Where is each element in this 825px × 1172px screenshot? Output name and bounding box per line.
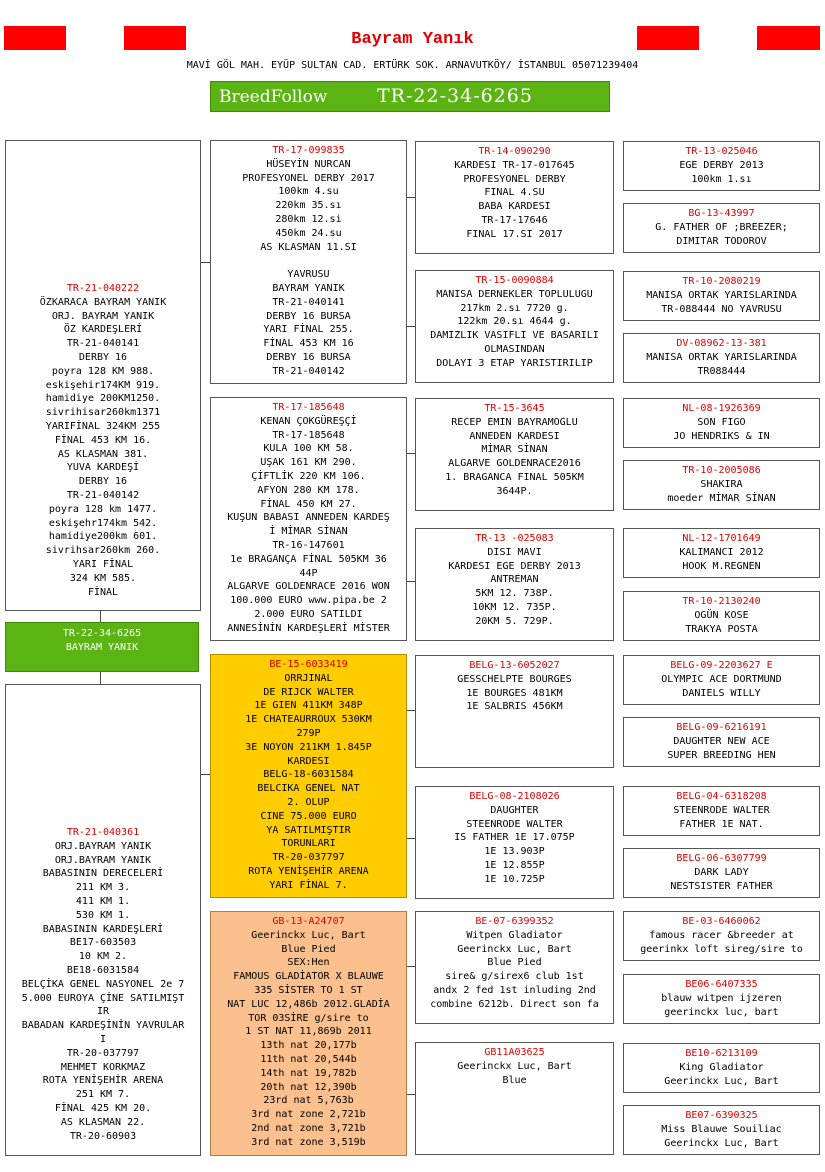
pedigree-line: 220km 35.sı xyxy=(275,200,342,212)
pedigree-line: SEX:Hen xyxy=(287,957,330,969)
dd-dam-box xyxy=(415,1042,614,1155)
pedigree-line: eskişehr174km 542. xyxy=(48,517,158,529)
pedigree-line: sire& g/sirex6 club 1st xyxy=(445,971,584,983)
g4-ring-number: BG-13-43997 xyxy=(688,208,755,219)
pedigree-line: KENAN ÇOKGÜREŞÇİ xyxy=(260,415,357,427)
ss-sire-ring-number: TR-14-090290 xyxy=(478,146,551,157)
g4-ring-number: TR-10-2130240 xyxy=(682,596,761,607)
g4-ring-number: BELG-09-6216191 xyxy=(676,722,767,733)
pedigree-line: Blue xyxy=(502,1074,527,1086)
pedigree-line: 1. BRAGANCA FINAL 505KM xyxy=(445,471,584,483)
g4-box-16 xyxy=(623,1105,820,1155)
connector-line xyxy=(406,453,415,454)
pedigree-line: sivrihsar260km 260. xyxy=(45,545,161,557)
g4-box-9 xyxy=(623,655,820,705)
pedigree-line: ÖZKARACA BAYRAM YANIK xyxy=(39,296,167,308)
pedigree-line: MEHMET KORKMAZ xyxy=(60,1061,146,1073)
pedigree-line: IS FATHER 1E 17.075P xyxy=(454,832,575,844)
pedigree-line: DAMIZLIK VASIFLI VE BASARILI xyxy=(430,330,599,342)
pedigree-line: DERBY 16 xyxy=(78,351,128,363)
pedigree-line: MİMAR SİNAN xyxy=(481,444,548,456)
pedigree-line: ROTA YENİŞEHİR ARENA xyxy=(248,865,369,877)
dd-sire-ring-number: BE-07-6399352 xyxy=(475,916,554,927)
pedigree-line: 10 KM 2. xyxy=(78,951,128,963)
pedigree-line: 44P xyxy=(299,567,318,579)
ds-dam-box xyxy=(415,786,614,899)
pedigree-line: SON FIGO xyxy=(697,416,746,428)
pedigree-line: FİNAL 450 KM 27. xyxy=(260,498,357,510)
g4-box-13 xyxy=(623,911,820,961)
pedigree-line: G. FATHER OF ;BREEZER; xyxy=(655,221,788,233)
pedigree-line: TR088444 xyxy=(697,365,746,377)
pedigree-line: geerinckx luc, bart xyxy=(664,1006,779,1018)
pedigree-line: SUPER BREEDING HEN xyxy=(667,749,776,761)
connector-line xyxy=(406,581,415,582)
subject-ring-number: TR-22-34-6265 xyxy=(62,628,142,639)
pedigree-line: FİNAL 425 KM 20. xyxy=(54,1102,152,1114)
banner-ring-number: TR-22-34-6265 xyxy=(377,85,533,107)
connector-line xyxy=(406,966,415,967)
g4-ring-number: BELG-04-6318208 xyxy=(676,791,767,802)
pedigree-line: KUŞUN BABASI ANNEDEN KARDEŞ xyxy=(227,512,390,524)
pedigree-line: 411 KM 1. xyxy=(75,895,131,907)
pedigree-line: poyra 128 KM 988. xyxy=(51,365,155,377)
pedigree-line: TORUNLARI xyxy=(281,838,336,850)
connector-line xyxy=(200,262,210,263)
pedigree-line: TR-17-185648 xyxy=(272,429,345,441)
pedigree-line: TR-21-040142 xyxy=(272,365,345,377)
pedigree-line: Geerinckx Luc, Bart xyxy=(664,1075,779,1087)
g4-ring-number: TR-10-2080219 xyxy=(682,276,761,287)
pedigree-line: AS KLASMAN 22. xyxy=(60,1116,146,1128)
g4-ring-number: NL-08-1926369 xyxy=(682,403,761,414)
pedigree-line: HÜSEYİN NURCAN xyxy=(266,158,351,170)
pedigree-line: YARIFİNAL 324KM 255 xyxy=(45,420,161,432)
pedigree-line: Blue Pied xyxy=(281,943,336,955)
pedigree-line: FİNAL xyxy=(87,586,119,598)
pedigree-line: BABASININ KARDEŞLERİ xyxy=(42,923,164,935)
pedigree-line: DE RIJCK WALTER xyxy=(263,686,354,698)
pedigree-line: BE17-603503 xyxy=(69,937,137,949)
pedigree-line: AS KLASMAN 381. xyxy=(57,448,149,460)
pedigree-line: ORJ.BAYRAM YANIK xyxy=(54,840,152,852)
pedigree-line: 3644P. xyxy=(496,485,533,497)
pedigree-line: ORJ. BAYRAM YANIK xyxy=(51,310,155,322)
pedigree-line: DARK LADY xyxy=(694,866,749,878)
dam-dam-ring-number: GB-13-A24707 xyxy=(272,916,345,927)
pedigree-line: YAVRUSU xyxy=(287,269,330,281)
pedigree-line: TR-088444 NO YAVRUSU xyxy=(661,303,782,315)
pedigree-line: PROFESYONEL DERBY xyxy=(463,173,566,185)
pedigree-line: YUVA KARDEŞİ xyxy=(66,462,140,474)
pedigree-line: BELCIKA GENEL NAT xyxy=(257,783,360,795)
pedigree-line: 122km 20.sı 4644 g. xyxy=(457,316,572,328)
sd-sire-box xyxy=(415,398,614,511)
pedigree-line: 1E 12.855P xyxy=(484,859,545,871)
dam-sire-box xyxy=(210,654,407,898)
pedigree-line: TRAKYA POSTA xyxy=(685,623,758,635)
pedigree-line: RECEP EMIN BAYRAMOGLU xyxy=(451,416,578,428)
g4-ring-number: NL-12-1701649 xyxy=(682,533,761,544)
g4-box-11 xyxy=(623,786,820,836)
g4-box-6 xyxy=(623,460,820,510)
ss-dam-ring-number: TR-15-0090884 xyxy=(475,275,554,286)
pedigree-line: EGE DERBY 2013 xyxy=(679,159,764,171)
g4-box-8 xyxy=(623,591,820,641)
sire-sire-ring-number: TR-17-099835 xyxy=(272,145,345,156)
pedigree-line: 20KM 5. 729P. xyxy=(475,615,554,627)
pedigree-line: 13th nat 20,177b xyxy=(260,1040,357,1052)
pedigree-line: Witpen Gladiator xyxy=(466,929,563,941)
sd-sire-ring-number: TR-15-3645 xyxy=(484,403,545,414)
pedigree-line: AFYON 280 KM 178. xyxy=(257,484,360,496)
pedigree-line: 14th nat 19,782b xyxy=(260,1067,357,1079)
pedigree-line: BELÇİKA GENEL NASYONEL 2e 7 xyxy=(21,978,185,990)
g4-ring-number: BELG-09-2203627 E xyxy=(670,660,773,671)
pedigree-line: TR-16-147601 xyxy=(272,539,345,551)
ss-dam-box xyxy=(415,270,614,383)
pedigree-line: 1 ST NAT 11,869b 2011 xyxy=(245,1026,372,1038)
pedigree-line: 335 SİSTER TO 1 ST xyxy=(254,984,363,996)
g4-ring-number: BELG-06-6307799 xyxy=(676,853,767,864)
pedigree-line: OLMASINDAN xyxy=(484,343,545,355)
pedigree-line: FAMOUS GLADİATOR X BLAUWE xyxy=(233,971,384,983)
pedigree-line: AS KLASMAN 11.SI xyxy=(260,241,357,253)
pedigree-line: TR-17-17646 xyxy=(481,214,548,226)
pedigree-line: Miss Blauwe Souiliac xyxy=(661,1123,782,1135)
g4-box-1 xyxy=(623,141,820,191)
sire-sire-box xyxy=(210,140,407,384)
pedigree-line: OLYMPIC ACE DORTMUND xyxy=(661,673,782,685)
ds-sire-ring-number: BELG-13-6052027 xyxy=(469,660,560,671)
connector-line xyxy=(406,710,415,711)
pedigree-line: Geerinckx Luc, Bart xyxy=(251,929,366,941)
g4-box-7 xyxy=(623,528,820,578)
pedigree-line: BAYRAM YANIK xyxy=(65,641,139,653)
pedigree-line: BABASININ DERECELERİ xyxy=(42,868,164,880)
pedigree-line: 2.000 EURO SATILDI xyxy=(254,608,363,620)
pedigree-line: FİNAL 453 KM 16 xyxy=(263,338,354,350)
g4-box-15 xyxy=(623,1043,820,1093)
pedigree-line: 251 KM 7. xyxy=(75,1089,131,1101)
pedigree-line: FINAL 4.SU xyxy=(484,187,545,199)
g4-ring-number: DV-08962-13-381 xyxy=(676,338,767,349)
pedigree-line: NESTSISTER FATHER xyxy=(670,880,773,892)
pedigree-line: hamidiye200km 601. xyxy=(48,531,158,543)
pedigree-line: 23rd nat 5,763b xyxy=(263,1095,354,1107)
pedigree-line: 5.000 EUROYA ÇİNE SATILMIŞT xyxy=(21,992,185,1004)
pedigree-line: TR-20-037797 xyxy=(66,1047,140,1059)
pedigree-line: 450km 24.su xyxy=(275,227,342,239)
pedigree-line: OGÜN KOSE xyxy=(694,609,749,621)
pedigree-line: sivrihisar260km1371 xyxy=(45,407,161,419)
pedigree-line: ANNESİNİN KARDEŞLERİ MİSTER xyxy=(227,622,390,634)
pedigree-line: 1E GIEN 411KM 348P xyxy=(254,700,363,712)
pedigree-line: STEENRODE WALTER xyxy=(466,818,563,830)
connector-line xyxy=(100,610,101,622)
connector-line xyxy=(406,326,415,327)
pedigree-line: IR xyxy=(96,1006,110,1018)
g4-ring-number: TR-10-2005086 xyxy=(682,465,761,476)
pedigree-line: 1E 13.903P xyxy=(484,846,545,858)
connector-line xyxy=(406,197,415,198)
g4-ring-number: BE07-6390325 xyxy=(685,1110,758,1121)
pedigree-line: TR-21-040141 xyxy=(66,338,140,350)
pedigree-line: eskişehir174KM 919. xyxy=(45,379,161,391)
pedigree-line: ÖZ KARDEŞLERİ xyxy=(63,324,143,336)
pedigree-line: King Gladiator xyxy=(679,1061,764,1073)
dd-sire-box xyxy=(415,911,614,1024)
pedigree-line: DIMITAR TODOROV xyxy=(676,235,767,247)
breedfollow-banner xyxy=(210,81,610,112)
dd-dam-ring-number: GB11A03625 xyxy=(484,1047,545,1058)
sire-dam-box xyxy=(210,397,407,641)
pedigree-line: SHAKIRA xyxy=(700,478,743,490)
g4-ring-number: BE06-6407335 xyxy=(685,979,758,990)
g4-box-10 xyxy=(623,717,820,767)
pedigree-line: 20th nat 12,390b xyxy=(260,1081,357,1093)
pedigree-line: 100km 4.su xyxy=(278,186,339,198)
pedigree-line: moeder MİMAR SİNAN xyxy=(667,492,776,504)
pedigree-line: Geerinckx Luc, Bart xyxy=(664,1137,779,1149)
pedigree-line: 1E BOURGES 481KM xyxy=(466,687,563,699)
pedigree-line: andx 2 fed 1st inluding 2nd xyxy=(433,984,596,996)
pedigree-line: PROFESYONEL DERBY 2017 xyxy=(242,172,375,184)
pedigree-line: YARI FİNAL xyxy=(72,558,134,570)
g4-box-2 xyxy=(623,203,820,253)
g4-ring-number: BE10-6213109 xyxy=(685,1048,758,1059)
pedigree-line: 3E NOYON 211KM 1.845P xyxy=(245,741,372,753)
pedigree-line: 2. OLUP xyxy=(287,796,330,808)
pedigree-line: BELG-18-6031584 xyxy=(263,769,354,781)
pedigree-line: 211 KM 3. xyxy=(75,882,131,894)
pedigree-line: 100.000 EURO www.pipa.be 2 xyxy=(230,595,387,607)
g4-box-14 xyxy=(623,974,820,1024)
sd-dam-box xyxy=(415,528,614,641)
pedigree-line: 530 KM 1. xyxy=(75,909,131,921)
pedigree-line: 11th nat 20,544b xyxy=(260,1053,357,1065)
pedigree-line: ÇİFTLİK 220 KM 106. xyxy=(251,470,366,482)
pedigree-line: NAT LUC 12,486b 2012.GLADİA xyxy=(227,998,390,1010)
pedigree-line: MANISA ORTAK YARISLARINDA xyxy=(646,289,797,301)
subject-box xyxy=(5,622,199,672)
pedigree-line: 1e BRAGANÇA FİNAL 505KM 36 xyxy=(230,553,387,565)
g4-box-4 xyxy=(623,333,820,383)
pedigree-line: 100km 1.sı xyxy=(691,173,752,185)
pedigree-line: YA SATILMIŞTIR xyxy=(266,824,351,836)
pedigree-line: 279P xyxy=(296,727,321,739)
pedigree-line: FATHER 1E NAT. xyxy=(679,818,764,830)
pedigree-line: 3rd nat zone 2,721b xyxy=(251,1109,366,1121)
pedigree-line: DOLAYI 3 ETAP YARISTIRILIP xyxy=(436,357,593,369)
pedigree-line: DERBY 16 BURSA xyxy=(266,351,351,363)
g4-ring-number: TR-13-025046 xyxy=(685,146,758,157)
pedigree-line: KARDESI TR-17-017645 xyxy=(454,159,575,171)
pedigree-line: DAUGHTER xyxy=(490,804,539,816)
g4-box-12 xyxy=(623,848,820,898)
pedigree-line: 10KM 12. 735P. xyxy=(472,601,557,613)
pedigree-line: ROTA YENİŞEHİR ARENA xyxy=(42,1075,164,1087)
pedigree-line: İ MİMAR SİNAN xyxy=(269,526,348,538)
dam-ring-number: TR-21-040361 xyxy=(66,827,140,838)
pedigree-line: 1E SALBRIS 456KM xyxy=(466,701,563,713)
pedigree-line: UŞAK 161 KM 290. xyxy=(260,457,357,469)
ss-sire-box xyxy=(415,141,614,254)
pedigree-line: 1E 10.725P xyxy=(484,873,545,885)
pedigree-line: JO HENDRIKS & IN xyxy=(673,430,770,442)
pedigree-line: ORJ.BAYRAM YANIK xyxy=(54,854,152,866)
brand-name: BreedFollow xyxy=(219,87,328,107)
pedigree-line: GESSCHELPTE BOURGES xyxy=(457,673,572,685)
pedigree-line: ALGARVE GOLDENRACE2016 xyxy=(448,458,581,470)
pedigree-line: BE18-6031584 xyxy=(66,964,140,976)
pedigree-line: Blue Pied xyxy=(487,957,542,969)
pedigree-line: TR-21-040142 xyxy=(66,489,140,501)
pedigree-line: Geerinckx Luc, Bart xyxy=(457,1060,572,1072)
pedigree-line: HOOK M.REGNEN xyxy=(682,560,761,572)
pedigree-line: ALGARVE GOLDENRACE 2016 WON xyxy=(227,581,390,593)
pedigree-line xyxy=(211,254,406,268)
pedigree-line: 280km 12.si xyxy=(275,213,342,225)
pedigree-line: TR-20-037797 xyxy=(272,852,345,864)
pedigree-line: BAYRAM YANIK xyxy=(272,282,345,294)
pedigree-line: MANISA DERNEKLER TOPLULUGU xyxy=(436,288,593,300)
pedigree-line: FINAL 17.SI 2017 xyxy=(466,228,563,240)
pedigree-line: 1E CHATEAURROUX 530KM xyxy=(245,714,372,726)
pedigree-line: 3rd nat zone 3,519b xyxy=(251,1136,366,1148)
dam-dam-box xyxy=(210,911,407,1156)
pedigree-line: STEENRODE WALTER xyxy=(673,804,770,816)
pedigree-line: ANTREMAN xyxy=(490,574,539,586)
pedigree-line: YARI FİNAL 255. xyxy=(263,324,354,336)
owner-address: MAVİ GÖL MAH. EYÜP SULTAN CAD. ERTÜRK SOK. ARNAVUTKÖY/ İSTANBUL 05071239404 xyxy=(186,60,639,71)
g4-ring-number: BE-03-6460062 xyxy=(682,916,761,927)
pedigree-line: 217km 2.sı 7720 g. xyxy=(460,302,569,314)
pedigree-line: 2nd nat zone 3,721b xyxy=(251,1122,366,1134)
pedigree-line: MANISA ORTAK YARISLARINDA xyxy=(646,351,797,363)
pedigree-line: I xyxy=(99,1033,107,1045)
sire-box xyxy=(5,140,201,611)
pedigree-line: poyra 128 km 1477. xyxy=(48,503,158,515)
pedigree-line: TOR 03SİRE g/sire to xyxy=(248,1012,369,1024)
pedigree-line: BABADAN KARDEŞİNİN YAVRULAR xyxy=(21,1020,185,1032)
pedigree-line: KALIMANCI 2012 xyxy=(679,546,764,558)
pedigree-line: hamidiye 200KM1250. xyxy=(45,393,161,405)
pedigree-line: ORRJINAL xyxy=(284,672,333,684)
pedigree-line: DANIELS WILLY xyxy=(682,687,761,699)
pedigree-line: 324 KM 585. xyxy=(69,572,137,584)
connector-line xyxy=(406,838,415,839)
pedigree-line: TR-20-60903 xyxy=(69,1130,137,1142)
ds-sire-box xyxy=(415,655,614,768)
connector-line xyxy=(200,774,210,775)
pedigree-line: FİNAL 453 KM 16. xyxy=(54,434,152,446)
pedigree-line: famous racer &breeder at xyxy=(649,929,794,941)
pedigree-line: DAUGHTER NEW ACE xyxy=(673,735,770,747)
pedigree-line: KARDESI EGE DERBY 2013 xyxy=(448,560,581,572)
pedigree-line: DERBY 16 BURSA xyxy=(266,310,351,322)
pedigree-line: CINE 75.000 EURO xyxy=(260,810,357,822)
sire-dam-ring-number: TR-17-185648 xyxy=(272,402,345,413)
sire-ring-number: TR-21-040222 xyxy=(66,283,140,294)
pedigree-line: YARI FİNAL 7. xyxy=(269,879,348,891)
connector-line xyxy=(406,1094,415,1095)
sd-dam-ring-number: TR-13 -025083 xyxy=(475,533,554,544)
pedigree-line: combine 6212b. Direct son fa xyxy=(430,998,599,1010)
pedigree-line: TR-21-040141 xyxy=(272,296,345,308)
g4-box-5 xyxy=(623,398,820,448)
pedigree-line: DERBY 16 xyxy=(78,476,128,488)
pedigree-line: geerinkx loft sireg/sire to xyxy=(640,943,803,955)
pedigree-line: Geerinckx Luc, Bart xyxy=(457,943,572,955)
dam-sire-ring-number: BE-15-6033419 xyxy=(269,659,348,670)
pedigree-line: KARDESI xyxy=(287,755,330,767)
ds-dam-ring-number: BELG-08-2108026 xyxy=(469,791,560,802)
pedigree-line: KULA 100 KM 58. xyxy=(263,443,354,455)
connector-line xyxy=(100,672,101,684)
pedigree-line: ANNEDEN KARDESI xyxy=(469,430,560,442)
pedigree-line: blauw witpen ijzeren xyxy=(661,992,782,1004)
pedigree-line: DISI MAVI xyxy=(487,546,542,558)
owner-name: Bayram Yanık xyxy=(351,30,474,49)
pedigree-line: 5KM 12. 738P. xyxy=(475,588,554,600)
g4-box-3 xyxy=(623,271,820,321)
pedigree-line: BABA KARDESI xyxy=(478,201,551,213)
dam-box xyxy=(5,684,201,1156)
